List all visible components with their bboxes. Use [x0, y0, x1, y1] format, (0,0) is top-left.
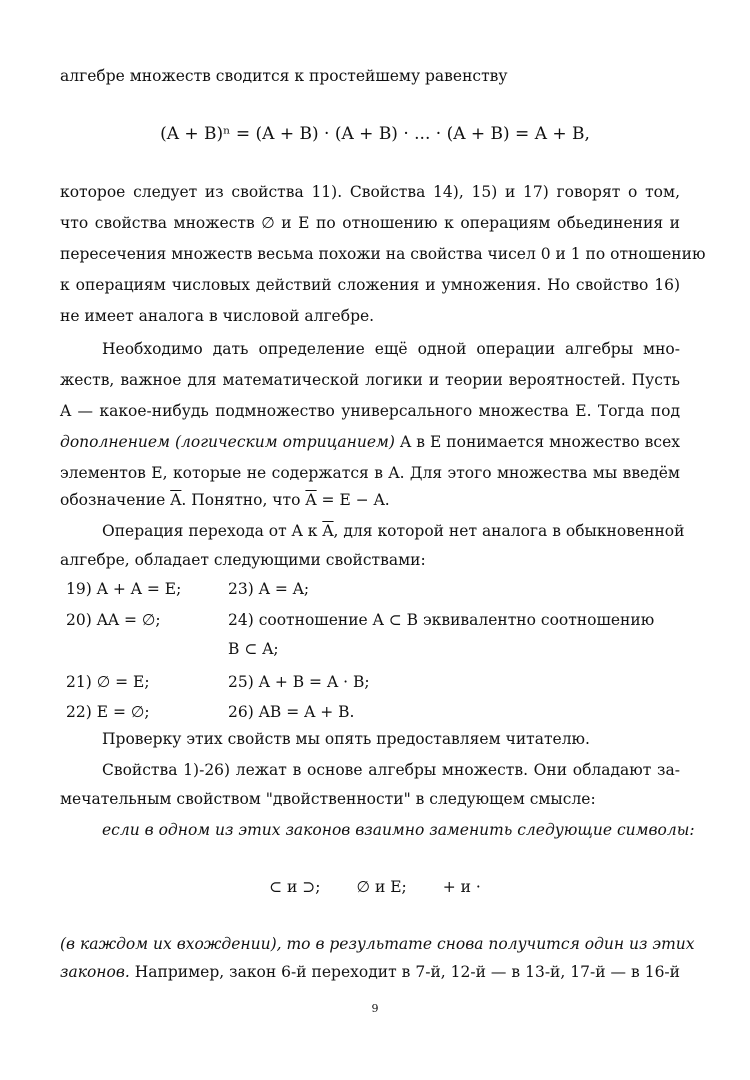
- text-line-13: [60, 490, 680, 510]
- property-25: 25) A + B = A · B;: [228, 673, 370, 691]
- text-line-7: не имеет аналога в числовой алгебре.: [60, 307, 375, 325]
- property-row-24-cont: [0, 638, 750, 660]
- text-line-14: [102, 521, 685, 541]
- text-line-11-rest: A в E понимается множество всех: [394, 433, 680, 451]
- text-segment: Например, закон 6-й переходит в 7-й, 12-й — в 13-й, 17-й — в 16-й: [129, 963, 680, 981]
- text-segment-italic: законов.: [60, 963, 130, 981]
- text-segment: обозначение: [60, 491, 171, 509]
- text-line-11: [60, 432, 680, 452]
- property-row-22-26: [0, 701, 750, 723]
- symbol-pair-empty-universe: ∅ и E;: [356, 878, 407, 896]
- property-24-continued: B ⊂ A;: [228, 640, 279, 658]
- text-line-1: алгебре множеств сводится к простейшему равенству: [60, 67, 508, 85]
- property-23: 23) A = A;: [228, 580, 310, 598]
- property-22: 22) E = ∅;: [66, 703, 150, 721]
- complement-symbol: $\overline{A}$: [322, 522, 334, 540]
- text-line-21-italic: (в каждом их вхождении), то в результате снова получится один из этих: [60, 935, 695, 953]
- text-line-6: к операциям числовых действий сложения и умножения. Но свойство 16): [60, 276, 680, 294]
- complement-symbol: $\overline{A}$: [170, 491, 182, 509]
- property-row-21-25: [0, 671, 750, 693]
- text-line-8: Необходимо дать определение ещё одной операции алгебры мно-: [102, 340, 680, 358]
- property-row-19-23: [0, 578, 750, 600]
- property-24: 24) соотношение A ⊂ B эквивалентно соотношению: [228, 611, 655, 629]
- complement-symbol: $\overline{A}$: [305, 491, 317, 509]
- text-line-19-italic: если в одном из этих законов взаимно заменить следующие символы:: [102, 821, 695, 839]
- property-21: 21) ∅ = E;: [66, 673, 150, 691]
- text-line-22: [60, 962, 680, 982]
- text-line-15: алгебре, обладает следующими свойствами:: [60, 551, 426, 569]
- text-segment: Операция перехода от A к: [102, 522, 323, 540]
- property-row-20-24: [0, 609, 750, 631]
- property-26: 26) AB = A + B.: [228, 703, 355, 721]
- text-line-5: пересечения множеств весьма похожи на свойства чисел 0 и 1 по отношению: [60, 245, 706, 263]
- page-number: 9: [371, 1002, 379, 1015]
- text-line-17: Свойства 1)-26) лежат в основе алгебры множеств. Они обладают за-: [102, 761, 680, 779]
- definition-term: дополнением (логическим отрицанием): [60, 433, 395, 451]
- text-line-4: что свойства множеств ∅ и E по отношению к операциям обьединения и: [60, 214, 680, 232]
- text-line-12: элементов E, которые не содержатся в A. Для этого множества мы введём: [60, 464, 680, 482]
- text-segment: , для которой нет аналога в обыкновенной: [333, 522, 685, 540]
- property-20: 20) AA = ∅;: [66, 611, 161, 629]
- text-segment: . Понятно, что: [181, 491, 306, 509]
- duality-symbols: [0, 876, 750, 898]
- text-line-18: мечательным свойством "двойственности" в следующем смысле:: [60, 790, 596, 808]
- text-line-9: жеств, важное для математической логики и теории вероятностей. Пусть: [60, 371, 680, 389]
- text-segment: = E − A.: [316, 491, 390, 509]
- symbol-pair-subset: ⊂ и ⊃;: [269, 878, 321, 896]
- property-19: 19) A + A = E;: [66, 580, 182, 598]
- formula-power-sum: (A + B)ⁿ = (A + B) · (A + B) · ... · (A + B) = A + B,: [160, 124, 590, 144]
- text-line-3: которое следует из свойства 11). Свойства 14), 15) и 17) говорят о том,: [60, 183, 680, 201]
- text-line-16: Проверку этих свойств мы опять предоставляем читателю.: [102, 730, 590, 748]
- symbol-pair-plus-dot: + и ·: [442, 878, 481, 896]
- text-line-10: A — какое-нибудь подмножество универсального множества E. Тогда под: [60, 402, 680, 420]
